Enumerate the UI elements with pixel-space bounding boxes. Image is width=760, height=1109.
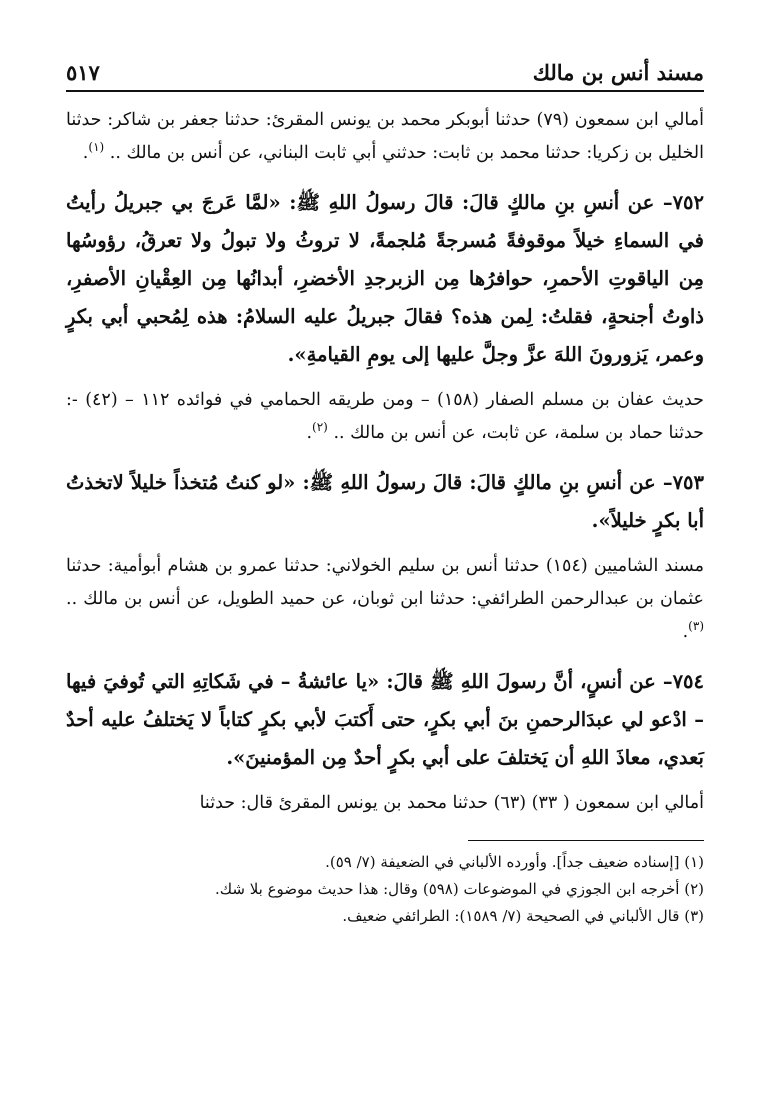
source-text-3: مسند الشاميين (١٥٤) حدثنا أنس بن سليم الخولاني: حدثنا عمرو بن هشام أبوأمية: حدثنا عثمان بن عبدالرحمن الطرائفي: حدثنا ابن ثوبان، عن حميد الطويل، عن أنس بن مالك .. (66, 556, 704, 609)
source-paragraph-1: أمالي ابن سمعون (٧٩) حدثنا أبوبكر محمد بن يونس المقرئ: حدثنا جعفر بن شاكر: حدثنا الخليل بن زكريا: حدثنا محمد بن ثابت: حدثني أبي ثابت البناني، عن أنس بن مالك .. $^{(١)}$. (66, 110, 704, 163)
footnote-ref-3: (٣) (688, 619, 704, 634)
footnote-2: (٢) أخرجه ابن الجوزي في الموضوعات (٥٩٨) وقال: هذا حديث موضوع بلا شك. (214, 880, 704, 898)
footnote-ref-2: (٢) (312, 420, 328, 435)
running-header (66, 54, 704, 92)
source-paragraph-4: أمالي ابن سمعون ( ٣٣) (٦٣) حدثنا محمد بن يونس المقرئ قال: حدثنا (199, 793, 704, 813)
page (66, 54, 704, 930)
source-paragraph-3: مسند الشاميين (١٥٤) حدثنا أنس بن سليم الخولاني: حدثنا عمرو بن هشام أبوأمية: حدثنا عثمان بن عبدالرحمن الطرائفي: حدثنا ابن ثوبان، عن حميد الطويل، عن أنس بن مالك .. $^{(٣)}$. (66, 556, 704, 642)
page-number: ٥١٧ (66, 60, 100, 85)
footnote-divider (468, 840, 704, 841)
hadith-752: ٧٥٢– عن أنسِ بنِ مالكٍ قالَ: قالَ رسولُ اللهِ ﷺ: «لمَّا عَرجَ بي جبريلُ رأيتُ في السماءِ خيلاً موقوفةً مُسرجةً مُلجمةً، لا تروثُ ولا تبولُ ولا تعرقُ، رؤوسُها مِن الياقوتِ الأحمرِ، حوافرُها مِن الزبرجدِ الأخضرِ، أبدانُها مِن العِقْيانِ الأصفرِ، ذاوتُ أجنحةٍ، فقلتُ: لِمن هذه؟ فقالَ جبريلُ عليه السلامُ: هذه لِمُحبي أبي بكرٍ وعمر، يَزورونَ اللهَ عزَّ وجلَّ عليها إلى يومِ القيامةِ». (66, 191, 704, 366)
footnote-1: (١) [إسناده ضعيف جداً]. وأورده الألباني في الضعيفة (٧/ ٥٩). (325, 853, 704, 871)
footnotes (66, 849, 704, 930)
header-title: مسند أنس بن مالك (532, 60, 704, 85)
source-text-1: أمالي ابن سمعون (٧٩) حدثنا أبوبكر محمد بن يونس المقرئ: حدثنا جعفر بن شاكر: حدثنا الخليل بن زكريا: حدثنا محمد بن ثابت: حدثني أبي ثابت البناني، عن أنس بن مالك .. (66, 110, 704, 163)
hadith-754: ٧٥٤– عن أنسٍ، أنَّ رسولَ اللهِ ﷺ قالَ: «يا عائشةُ – في شَكاتِهِ التي تُوفيَ فيها – ادْعو لي عبدَالرحمنِ بنَ أبي بكرٍ، حتى أَكتبَ لأبي بكرٍ كتاباً لا يَختلفُ عليه أحدٌ بَعدي، معاذَ اللهِ أن يَختلفَ على أبي بكرٍ أحدٌ مِن المؤمنينَ». (66, 670, 704, 769)
footnote-ref-1: (١) (88, 140, 105, 155)
footnote-3: (٣) قال الألباني في الصحيحة (٧/ ١٥٨٩): الطرائفي ضعيف. (342, 907, 704, 925)
source-paragraph-2: حديث عفان بن مسلم الصفار (١٥٨) – ومن طريقه الحمامي في فوائده ١١٢ – (٤٢) -: حدثنا حماد بن سلمة، عن ثابت، عن أنس بن مالك .. $^{(٢)}$. (66, 390, 704, 443)
source-text-2: حديث عفان بن مسلم الصفار (١٥٨) – ومن طريقه الحمامي في فوائده ١١٢ – (٤٢) -: حدثنا حماد بن سلمة، عن ثابت، عن أنس بن مالك .. (66, 390, 704, 443)
hadith-753: ٧٥٣– عن أنسِ بنِ مالكٍ قالَ: قالَ رسولُ اللهِ ﷺ: «لو كنتُ مُتخذاً خليلاً لاتخذتُ أبا بكرٍ خليلاً». (66, 471, 704, 532)
